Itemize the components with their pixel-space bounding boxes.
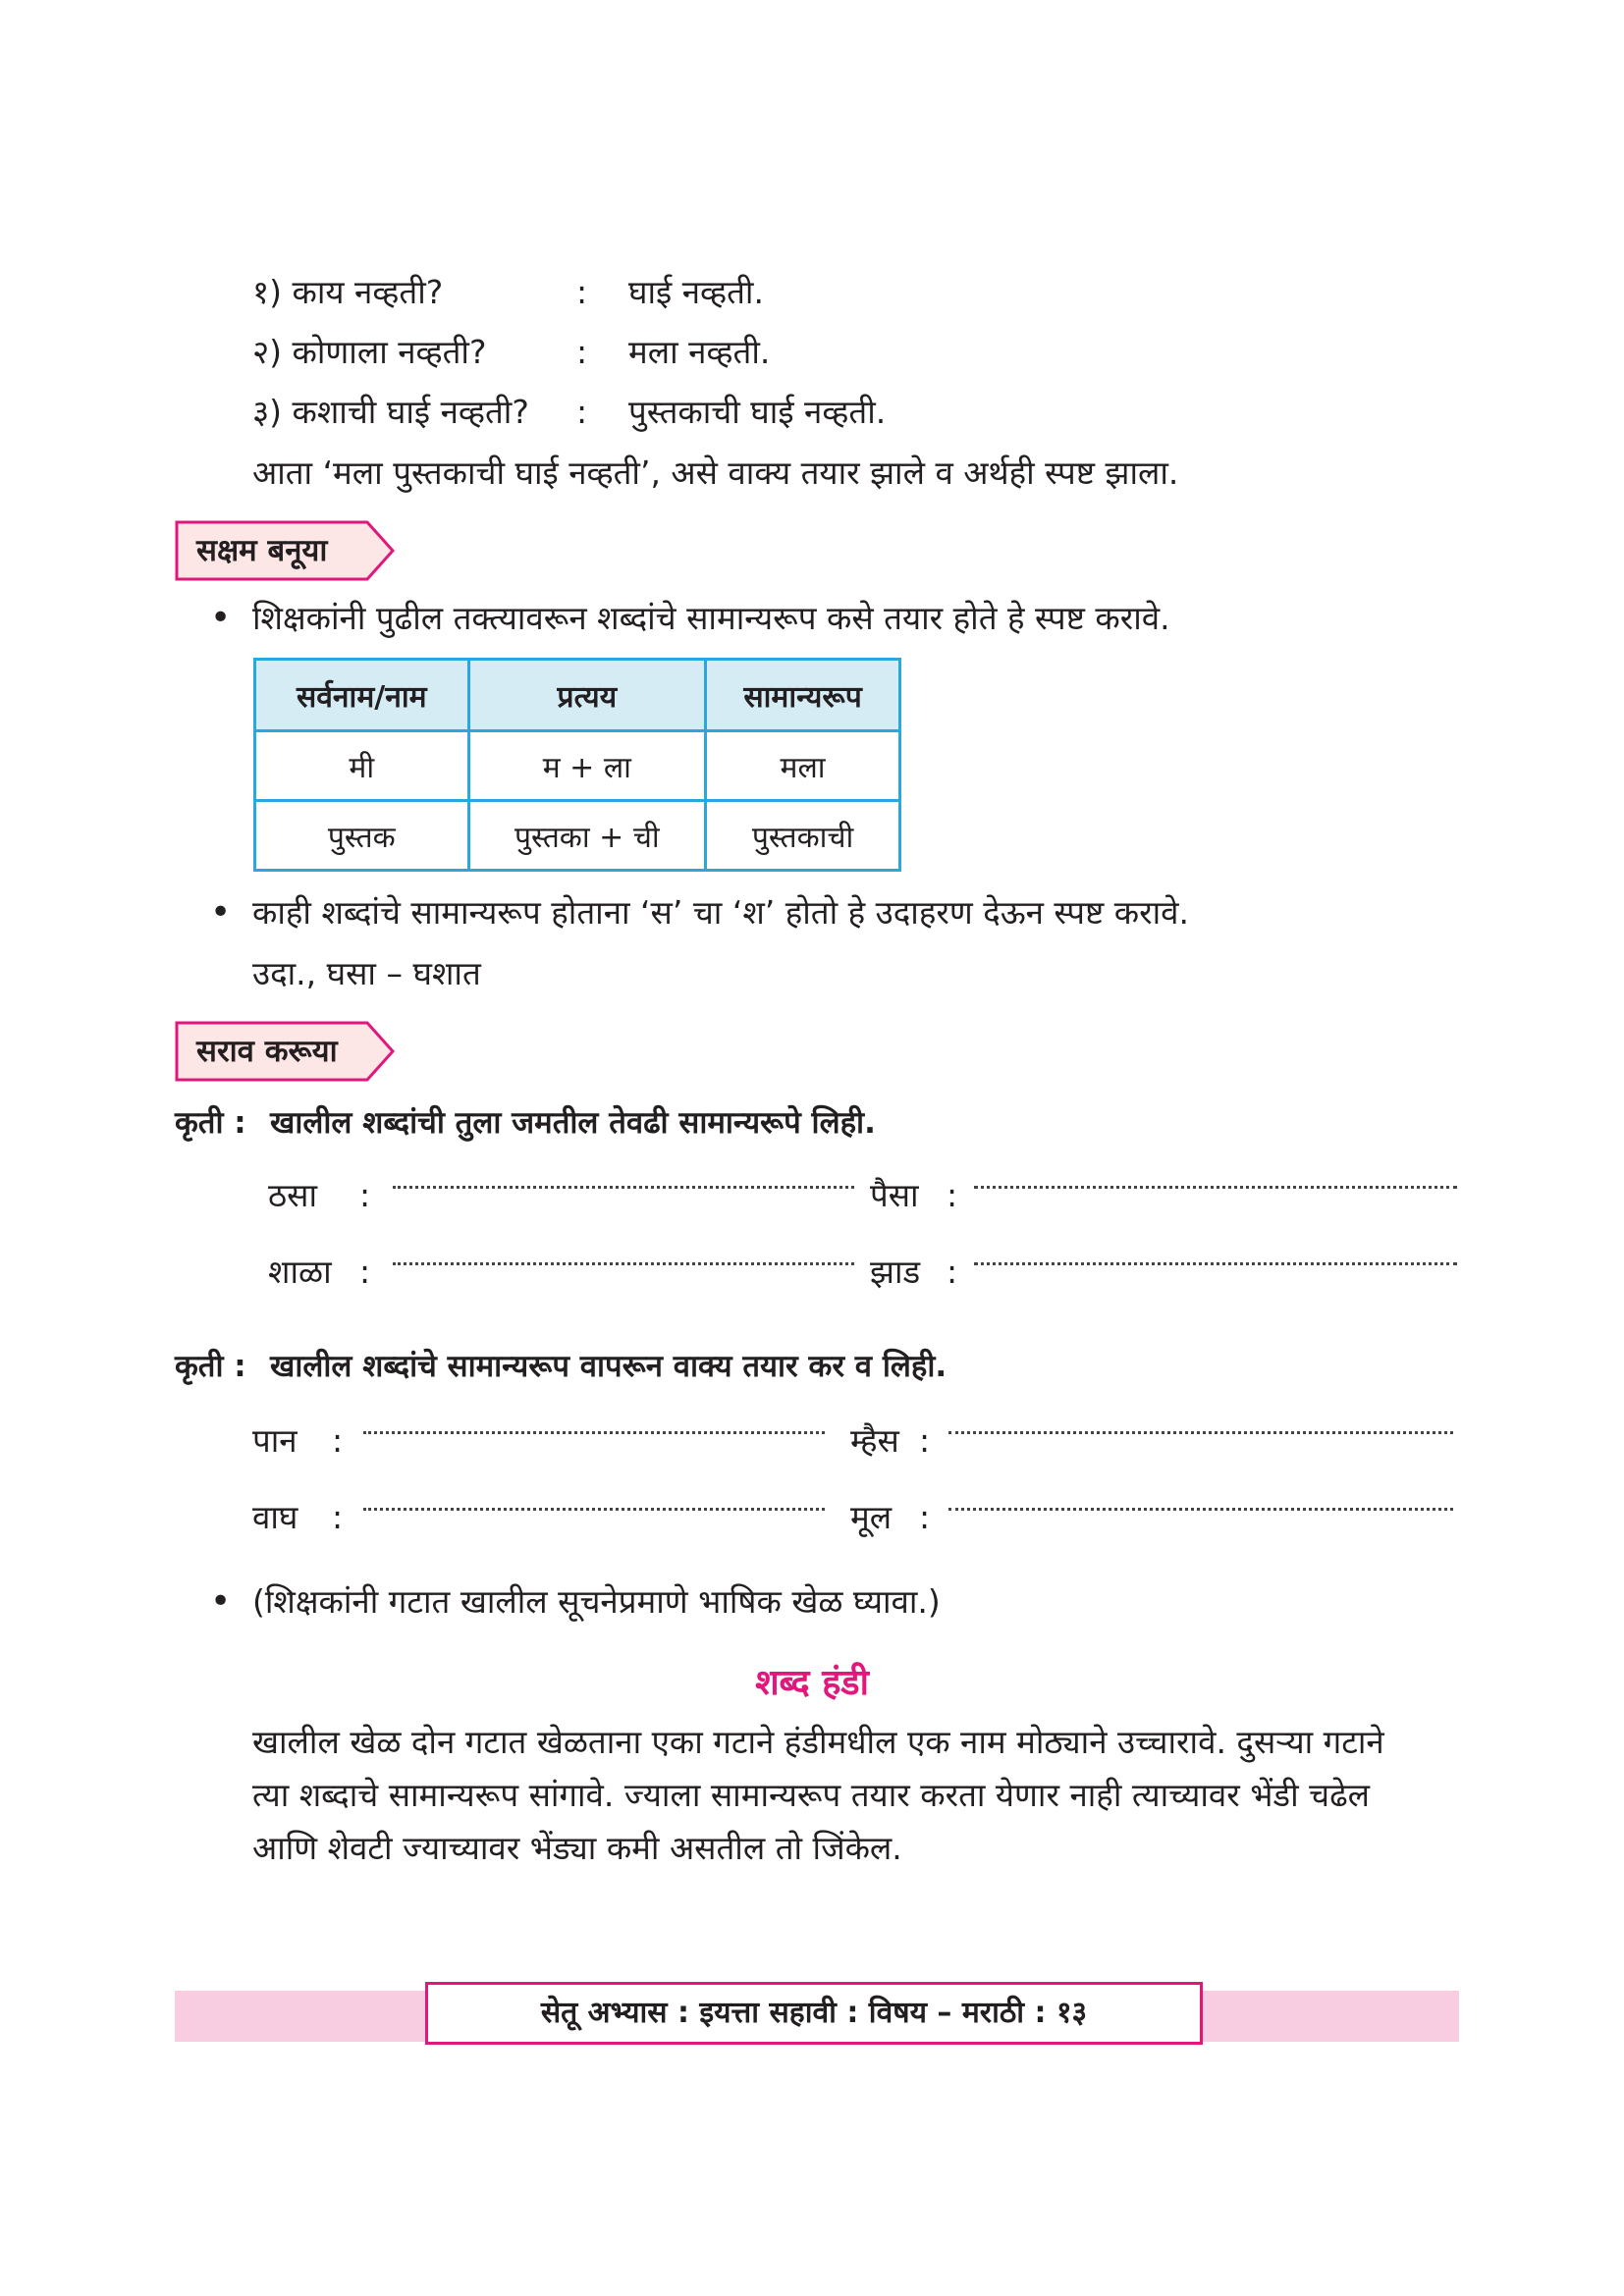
samanyarup-table — [253, 658, 901, 872]
bullet-dot-2: • — [210, 892, 232, 933]
answer-blank[interactable] — [948, 1508, 1453, 1511]
badge-sarav-karuya: सराव करूया — [196, 1034, 338, 1069]
table-header-cell: सामान्यरूप — [706, 660, 900, 731]
task2-colon: : — [332, 1498, 344, 1536]
intro-sentence: आता ‘मला पुस्तकाची घाई नव्हती’, असे वाक्य तयार झाले व अर्थही स्पष्ट झाला. — [252, 454, 1179, 492]
bullet-text-2: काही शब्दांचे सामान्यरूप होताना ‘स’ चा ‘श’ होतो हे उदाहरण देऊन स्पष्ट करावे. — [252, 893, 1189, 932]
task2-word: पान — [252, 1421, 298, 1460]
answer-blank[interactable] — [363, 1431, 825, 1434]
task1-word: पैसा — [870, 1176, 919, 1214]
task1-instruction: खालील शब्दांची तुला जमतील तेवढी सामान्यरूपे लिही. — [270, 1105, 876, 1141]
task2-label: कृती : — [175, 1349, 246, 1384]
example-text: उदा., घसा – घशात — [252, 954, 481, 992]
bullet-text-1: शिक्षकांनी पुढील तक्त्यावरून शब्दांचे सामान्यरूप कसे तयार होते हे स्पष्ट करावे. — [252, 599, 1170, 637]
task1-label: कृती : — [175, 1105, 246, 1141]
task1-word: शाळा — [268, 1253, 332, 1291]
qa-colon-1: : — [576, 273, 588, 311]
task1-word: झाड — [870, 1253, 921, 1291]
game-paragraph-line-1: खालील खेळ दोन गटात खेळताना एका गटाने हंडीमधील एक नाम मोठ्याने उच्चारावे. दुसऱ्या गटाने — [252, 1723, 1384, 1761]
table-cell: मी — [255, 731, 469, 801]
bullet-dot-1: • — [210, 598, 232, 638]
table-header-row — [255, 660, 900, 731]
task1-colon: : — [947, 1253, 958, 1291]
game-title: शब्द हंडी — [755, 1663, 869, 1703]
qa-question-2: २) कोणाला नव्हती? — [252, 333, 487, 371]
task1-word: ठसा — [268, 1176, 318, 1214]
game-paragraph-line-3: आणि शेवटी ज्याच्यावर भेंड्या कमी असतील तो जिंकेल. — [252, 1829, 902, 1867]
task2-colon: : — [919, 1498, 931, 1536]
table-header-cell: सर्वनाम/नाम — [255, 660, 469, 731]
table-cell: मला — [706, 731, 900, 801]
qa-colon-2: : — [576, 333, 588, 371]
task1-colon: : — [947, 1176, 958, 1214]
table-row — [255, 731, 900, 801]
qa-answer-3: पुस्तकाची घाई नव्हती. — [628, 393, 887, 431]
task1-colon: : — [359, 1176, 371, 1214]
footer-label: सेतू अभ्यास : इयत्ता सहावी : विषय – मराठी : १३ — [425, 1982, 1203, 2045]
qa-colon-3: : — [576, 393, 588, 431]
answer-blank[interactable] — [393, 1262, 854, 1265]
qa-question-3: ३) कशाची घाई नव्हती? — [252, 393, 529, 431]
bullet-text-3: (शिक्षकांनी गटात खालील सूचनेप्रमाणे भाषिक खेळ घ्यावा.) — [252, 1582, 941, 1621]
task2-colon: : — [919, 1421, 931, 1460]
answer-blank[interactable] — [974, 1186, 1457, 1189]
task2-word: म्हैस — [850, 1421, 899, 1460]
task2-word: वाघ — [252, 1498, 298, 1536]
table-row — [255, 801, 900, 871]
task2-instruction: खालील शब्दांचे सामान्यरूप वापरून वाक्य तयार कर व लिही. — [270, 1349, 947, 1384]
table-cell: पुस्तकाची — [706, 801, 900, 871]
answer-blank[interactable] — [974, 1262, 1457, 1265]
table-cell: पुस्तक — [255, 801, 469, 871]
game-paragraph-line-2: त्या शब्दाचे सामान्यरूप सांगावे. ज्याला सामान्यरूप तयार करता येणार नाही त्याच्यावर भेंडी चढेल — [252, 1776, 1371, 1814]
qa-answer-1: घाई नव्हती. — [628, 273, 764, 311]
task2-colon: : — [332, 1421, 344, 1460]
task2-word: मूल — [850, 1498, 893, 1536]
table-header-cell: प्रत्यय — [468, 660, 706, 731]
table-cell: पुस्तका + ची — [468, 801, 706, 871]
bullet-dot-3: • — [210, 1581, 232, 1622]
table-cell: म + ला — [468, 731, 706, 801]
badge-sakshama-banuya: सक्षम बनूया — [196, 533, 328, 568]
answer-blank[interactable] — [948, 1431, 1453, 1434]
answer-blank[interactable] — [393, 1186, 854, 1189]
task1-colon: : — [359, 1253, 371, 1291]
qa-question-1: १) काय नव्हती? — [252, 273, 444, 311]
qa-answer-2: मला नव्हती. — [628, 333, 771, 371]
answer-blank[interactable] — [363, 1508, 825, 1511]
